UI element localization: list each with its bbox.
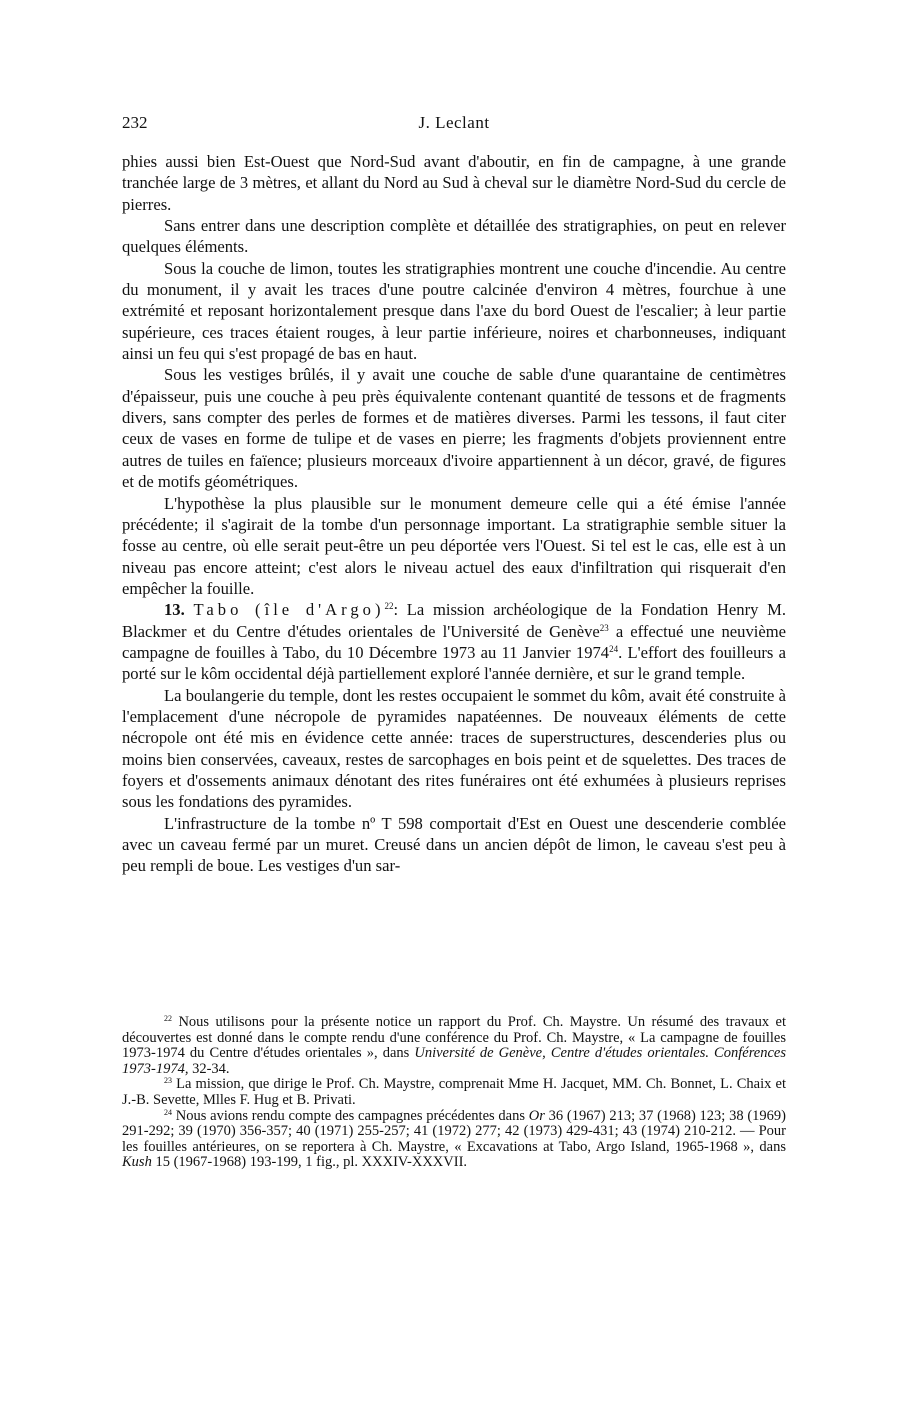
- running-head: J. Leclant: [418, 113, 490, 132]
- paragraph: Sans entrer dans une description complète et détaillée des stratigraphies, on peut en relever quelques éléments.: [122, 216, 786, 257]
- section-paragraph: [122, 599, 786, 684]
- paragraph-text: a effectué une neuvième campagne de fouilles à Tabo, du 10 Décembre 1973 au 11 Janvier 1974: [122, 621, 787, 662]
- footnote-24: [122, 1109, 786, 1171]
- section-number: 13.: [164, 600, 185, 620]
- journal-abbrev: Or: [528, 1107, 545, 1124]
- site-heading: Tabo (île d'Argo): [193, 600, 385, 620]
- paragraph: phies aussi bien Est-Ouest que Nord-Sud avant d'aboutir, en fin de campagne, à une grande tranchée large de 3 mètres, et allant du Nord au Sud à cheval sur le diamètre Nord-Sud du cercle de pierres.: [122, 152, 786, 214]
- paragraph: La boulangerie du temple, dont les restes occupaient le sommet du kôm, avait été construite à l'emplacement d'une nécropole de pyramides napatéennes. De nouveaux éléments de cette nécropole ont été mis en évidence cette année: traces de superstructures, descenderies plus ou moins bien conservées, caveaux, restes de sarcophages en bois peint et de squelettes. Des traces de foyers et d'ossements animaux dénotant des rites funéraires ont été exhumées à plusieurs reprises sous les fondations des pyramides.: [122, 685, 786, 812]
- paragraph-text: . L'effort des fouilleurs a porté sur le kôm occidental déjà partiellement exploré l'année dernière, et sur le grand temple.: [122, 642, 787, 684]
- footnote-number: 24: [164, 1107, 172, 1117]
- paragraph: Sous la couche de limon, toutes les stratigraphies montrent une couche d'incendie. Au centre du monument, il y avait les traces d'une poutre calcinée d'environ 4 mètres, fourchue à une extrémité et reposant horizontalement presque dans l'axe du bord Ouest de l'escalier; à leur partie supérieure, ces traces étaient rouges, à leur partie inférieure, noires et charbonneuses, indiquant ainsi un feu qui s'est propagé de bas en haut.: [122, 258, 786, 364]
- footnote-ref: 23: [599, 622, 609, 633]
- footnote-title: Université de Genève, Centre d'études orientales. Conférences 1973-1974,: [122, 1045, 786, 1077]
- footnote-ref: 24: [609, 643, 619, 654]
- journal-title: Kush: [122, 1154, 152, 1171]
- footnote-text: 32-34.: [188, 1060, 230, 1077]
- page-number: 232: [122, 113, 148, 132]
- footnote-23: [122, 1077, 786, 1108]
- footnote-ref: 22: [384, 601, 394, 612]
- paragraph-text: : La mission archéologique de la Fondation Henry M. Blackmer et du Centre d'études orientales de l'Université de Genève: [122, 600, 786, 641]
- page-header: [122, 113, 786, 137]
- footnote-text: La mission, que dirige le Prof. Ch. Maystre, comprenait Mme H. Jacquet, MM. Ch. Bonnet, L. Chaix et J.-B. Sevette, Mlles F. Hug et B. Privati.: [122, 1076, 786, 1108]
- footnotes: [122, 1015, 786, 1171]
- body-text: [122, 151, 786, 877]
- footnote-text: Nous utilisons pour la présente notice un rapport du Prof. Ch. Maystre. Un résumé des travaux et découvertes est donné dans le compte rendu d'une conférence du Prof. Ch. Maystre, « La campagne de fouilles 1973-1974 du Centre d'études orientales », dans: [122, 1014, 786, 1062]
- footnote-text: Nous avions rendu compte des campagnes précédentes dans: [172, 1107, 529, 1124]
- paragraph: L'infrastructure de la tombe nº T 598 comportait d'Est en Ouest une descenderie comblée avec un caveau fermé par un muret. Creusé dans un ancien dépôt de limon, le caveau s'est peu à peu rempli de boue. Les vestiges d'un sar-: [122, 813, 786, 876]
- footnote-text: 15 (1967-1968) 193-199, 1 fig., pl. XXXIV-XXXVII.: [151, 1154, 468, 1171]
- footnote-number: 22: [164, 1014, 172, 1023]
- footnote-text: 36 (1967) 213; 37 (1968) 123; 38 (1969) 291-292; 39 (1970) 356-357; 40 (1971) 255-257; 41 (1972) 277; 42 (1973) 429-431; 43 (1974) 210-212. — Pour les fouilles antérieures, on se reportera à Ch. Maystre, « Excavations at Tabo, Argo Island, 1965-1968 », dans: [122, 1107, 787, 1155]
- footnote-22: [122, 1015, 786, 1077]
- paragraph: L'hypothèse la plus plausible sur le monument demeure celle qui a été émise l'année précédente; il s'agirait de la tombe d'un personnage important. La stratigraphie semble situer la fosse au centre, où elle serait peut-être un peu déportée vers l'Ouest. Si tel est le cas, elle est à un niveau pas encore atteint; c'est alors le niveau actuel des eaux d'infiltration qui risquerait d'en empêcher la fouille.: [122, 493, 786, 598]
- paragraph: Sous les vestiges brûlés, il y avait une couche de sable d'une quarantaine de centimètres d'épaisseur, puis une couche à peu près équivalente contenant quantité de tessons et de fragments divers, sans compter des perles de formes et de matières diverses. Parmi les tessons, il faut citer ceux de vases en forme de tulipe et de vases en pierre; les fragments d'objets proviennent entre autres de tuiles en faïence; plusieurs morceaux d'ivoire appartiennent à un décor, gravé, de figures et de motifs géométriques.: [122, 365, 786, 492]
- footnote-number: 23: [164, 1076, 172, 1086]
